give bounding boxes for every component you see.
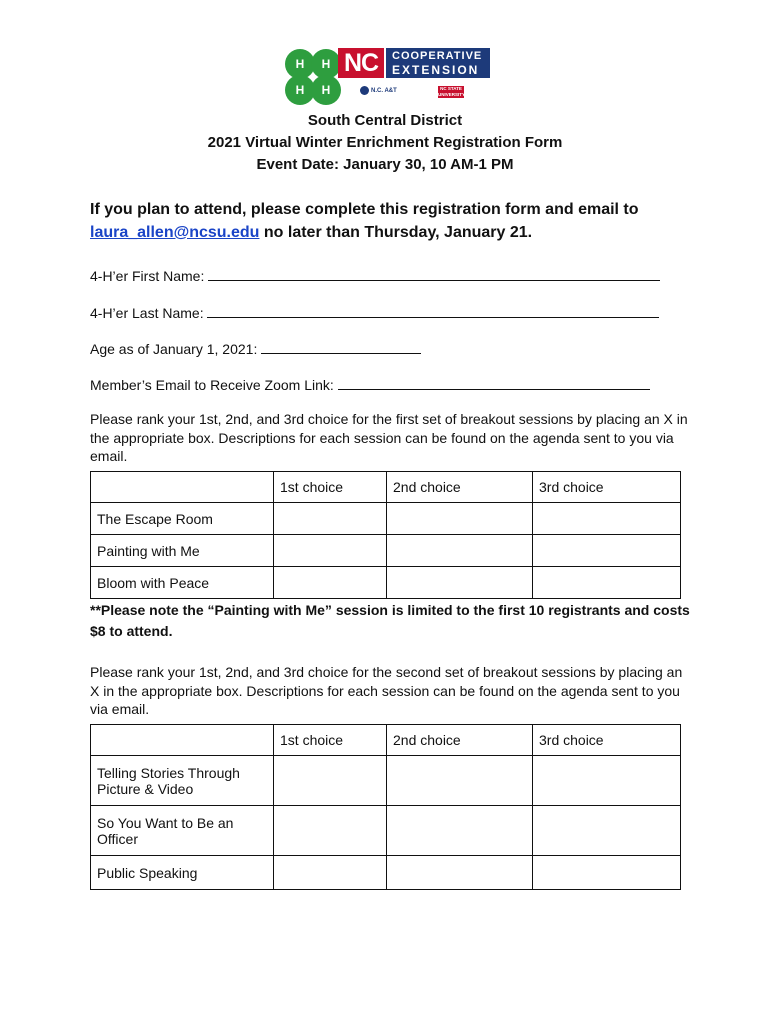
nc-logo-mark: NC [338, 48, 384, 78]
nc-cooperative-extension-logo [268, 38, 508, 118]
set2-instructions: Please rank your 1st, 2nd, and 3rd choice for the second set of breakout sessions by placing an X in the appropriate box. Descriptions for each session can be found on the agenda sent to you via email. [90, 664, 683, 717]
zoom-email-field [90, 375, 650, 393]
first-name-label: 4-H’er First Name: [90, 268, 205, 284]
choice-box-1st[interactable] [274, 806, 387, 856]
table-row [91, 535, 681, 567]
table-row [91, 503, 681, 535]
svg-text:H: H [321, 83, 331, 97]
nc-state-logo: NC STATE UNIVERSITY [438, 86, 466, 97]
contact-email-link[interactable]: laura_allen@ncsu.edu [90, 224, 260, 241]
first-name-input-line[interactable] [208, 266, 660, 281]
session-name: So You Want to Be an Officer [91, 806, 274, 856]
set2-ranking-table [90, 724, 681, 890]
table-row [91, 856, 681, 890]
seal-icon [360, 86, 369, 95]
session-name: Painting with Me [91, 535, 274, 567]
column-header: 3rd choice [533, 472, 681, 503]
choice-box-3rd[interactable] [533, 567, 681, 599]
choice-box-3rd[interactable] [533, 806, 681, 856]
form-title: 2021 Virtual Winter Enrichment Registration Form [207, 134, 563, 151]
intro-text-after: no later than Thursday, January 21. [259, 224, 533, 241]
set1-instructions: Please rank your 1st, 2nd, and 3rd choice for the first set of breakout sessions by placing an X in the appropriate box. Descriptions for each session can be found on the agenda sent to you via email. [90, 411, 688, 464]
choice-box-2nd[interactable] [387, 567, 533, 599]
nc-at-label: N.C. A&T [371, 88, 397, 95]
svg-text:H: H [321, 57, 331, 71]
choice-box-1st[interactable] [274, 503, 387, 535]
column-header: 3rd choice [533, 725, 681, 756]
column-header: 1st choice [274, 472, 387, 503]
choice-box-2nd[interactable] [387, 806, 533, 856]
choice-box-2nd[interactable] [387, 756, 533, 806]
set1-ranking-table [90, 471, 681, 599]
first-name-field [90, 266, 660, 284]
age-label: Age as of January 1, 2021: [90, 341, 258, 357]
nc-at-logo [360, 86, 397, 95]
last-name-label: 4-H’er Last Name: [90, 305, 204, 321]
cooperative-extension-wordmark [386, 48, 490, 78]
table-row [91, 567, 681, 599]
column-header: 2nd choice [387, 472, 533, 503]
last-name-field [90, 303, 659, 321]
choice-box-3rd[interactable] [533, 503, 681, 535]
choice-box-3rd[interactable] [533, 856, 681, 890]
zoom-email-input-line[interactable] [338, 375, 650, 390]
painting-session-note: **Please note the “Painting with Me” session is limited to the first 10 registrants and costs $8 to attend. [90, 602, 690, 639]
table-header-row [91, 472, 681, 503]
event-date: Event Date: January 30, 10 AM-1 PM [256, 156, 514, 173]
session-name: Telling Stories Through Picture & Video [91, 756, 274, 806]
svg-text:H: H [295, 57, 305, 71]
table-row [91, 756, 681, 806]
choice-box-1st[interactable] [274, 756, 387, 806]
session-name: Bloom with Peace [91, 567, 274, 599]
zoom-email-label: Member’s Email to Receive Zoom Link: [90, 377, 334, 393]
column-header: 1st choice [274, 725, 387, 756]
svg-text:H: H [295, 83, 305, 97]
logo-line-1: COOPERATIVE [392, 50, 483, 62]
table-row [91, 806, 681, 856]
age-input-line[interactable] [261, 339, 421, 354]
intro-text-before: If you plan to attend, please complete this registration form and email to [90, 201, 639, 218]
choice-box-2nd[interactable] [387, 535, 533, 567]
intro-instructions [90, 198, 690, 244]
choice-box-1st[interactable] [274, 567, 387, 599]
last-name-input-line[interactable] [207, 303, 659, 318]
session-name: The Escape Room [91, 503, 274, 535]
choice-box-3rd[interactable] [533, 756, 681, 806]
choice-box-2nd[interactable] [387, 503, 533, 535]
logo-line-2: EXTENSION [392, 63, 480, 77]
choice-box-1st[interactable] [274, 535, 387, 567]
column-header: 2nd choice [387, 725, 533, 756]
district-title: South Central District [307, 112, 463, 129]
choice-box-1st[interactable] [274, 856, 387, 890]
session-name: Public Speaking [91, 856, 274, 890]
column-header [91, 472, 274, 503]
table-header-row [91, 725, 681, 756]
age-field [90, 339, 421, 357]
choice-box-3rd[interactable] [533, 535, 681, 567]
column-header [91, 725, 274, 756]
choice-box-2nd[interactable] [387, 856, 533, 890]
